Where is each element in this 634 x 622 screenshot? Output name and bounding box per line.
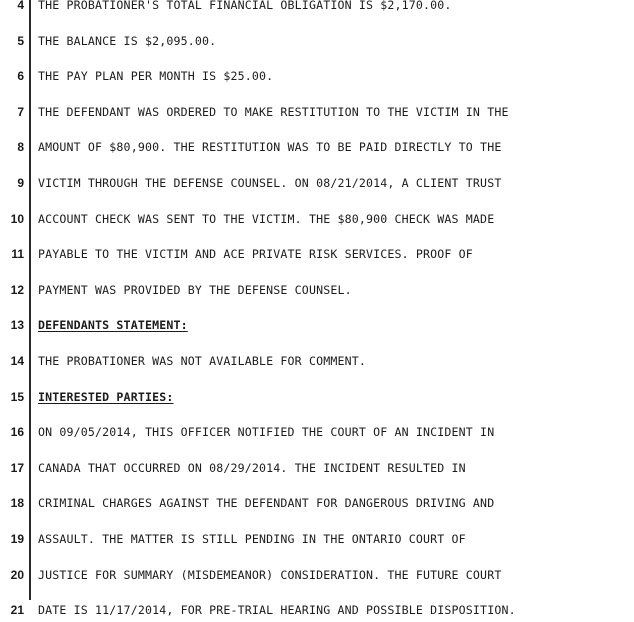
line-number: 16 (10, 425, 24, 440)
line-number: 6 (17, 69, 24, 84)
line-text: JUSTICE FOR SUMMARY (MISDEMEANOR) CONSIDERATION. THE FUTURE COURT (38, 567, 502, 582)
line-text: THE DEFENDANT WAS ORDERED TO MAKE RESTITUTION TO THE VICTIM IN THE (38, 104, 509, 119)
line-text: THE BALANCE IS $2,095.00. (38, 33, 217, 48)
text-line (0, 527, 634, 551)
text-line (0, 491, 634, 515)
line-text: ACCOUNT CHECK WAS SENT TO THE VICTIM. THE $80,900 CHECK WAS MADE (38, 211, 495, 226)
section-heading: DEFENDANTS STATEMENT: (38, 318, 188, 333)
text-line (0, 456, 634, 480)
line-text: ASSAULT. THE MATTER IS STILL PENDING IN THE ONTARIO COURT OF (38, 532, 466, 546)
text-line (0, 135, 634, 159)
text-line (0, 64, 634, 88)
line-number: 8 (17, 140, 24, 155)
line-number: 5 (17, 33, 24, 48)
line-text: PAYMENT WAS PROVIDED BY THE DEFENSE COUNSEL. (38, 282, 352, 297)
line-text: CRIMINAL CHARGES AGAINST THE DEFENDANT FOR DANGEROUS DRIVING AND (38, 496, 495, 511)
line-text: DATE IS 11/17/2014, FOR PRE-TRIAL HEARING AND POSSIBLE DISPOSITION. (38, 603, 516, 618)
line-number: 15 (10, 389, 24, 404)
text-line (0, 349, 634, 373)
line-text: THE PROBATIONER'S TOTAL FINANCIAL OBLIGATION IS $2,170.00. (38, 0, 452, 12)
line-number: 19 (10, 532, 24, 546)
text-line (0, 242, 634, 266)
line-number: 10 (10, 211, 24, 226)
line-number: 9 (17, 176, 24, 190)
line-number: 12 (10, 282, 24, 297)
line-number: 14 (10, 354, 24, 368)
text-line (0, 0, 634, 17)
text-line (0, 29, 634, 53)
section-heading-line (0, 385, 634, 409)
line-text: PAYABLE TO THE VICTIM AND ACE PRIVATE RISK SERVICES. PROOF OF (38, 247, 473, 262)
line-number: 13 (10, 318, 24, 333)
line-text: THE PAY PLAN PER MONTH IS $25.00. (38, 69, 274, 84)
text-line (0, 420, 634, 444)
text-line (0, 100, 634, 124)
line-text: VICTIM THROUGH THE DEFENSE COUNSEL. ON 08/21/2014, A CLIENT TRUST (38, 176, 502, 190)
section-heading-line (0, 313, 634, 337)
line-number: 20 (10, 567, 24, 582)
line-number: 11 (11, 247, 24, 262)
text-line (0, 207, 634, 231)
line-text: ON 09/05/2014, THIS OFFICER NOTIFIED THE COURT OF AN INCIDENT IN (38, 425, 495, 440)
line-text: AMOUNT OF $80,900. THE RESTITUTION WAS TO BE PAID DIRECTLY TO THE (38, 140, 502, 155)
text-line (0, 171, 634, 195)
line-number: 21 (10, 603, 24, 618)
text-line (0, 598, 634, 622)
line-number: 17 (10, 460, 24, 475)
line-text: CANADA THAT OCCURRED ON 08/29/2014. THE INCIDENT RESULTED IN (38, 460, 466, 475)
text-line (0, 278, 634, 302)
section-heading: INTERESTED PARTIES: (38, 389, 174, 404)
line-number: 18 (10, 496, 24, 511)
line-text: THE PROBATIONER WAS NOT AVAILABLE FOR COMMENT. (38, 354, 366, 368)
line-number: 7 (17, 104, 24, 119)
line-number: 4 (17, 0, 24, 12)
text-line (0, 563, 634, 587)
